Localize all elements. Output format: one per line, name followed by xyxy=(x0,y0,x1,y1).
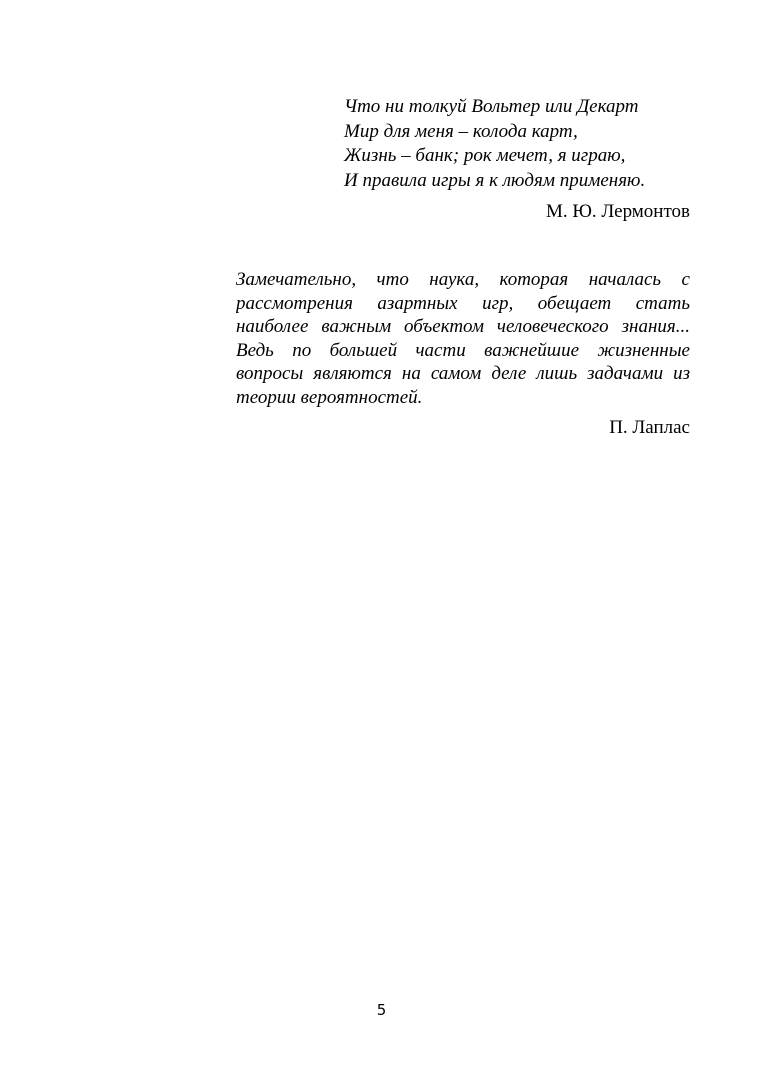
quote-line: Ведь по большей части важнейшие жизненные xyxy=(236,339,690,361)
quote-line: Замечательно, что наука, которая началась с xyxy=(236,269,690,290)
quote-line: вопросы являются на самом деле лишь задачами из xyxy=(236,363,690,385)
quote-line: наиболее важным объектом человеческого знания... xyxy=(236,316,690,338)
epigraph-laplace xyxy=(236,268,690,440)
quote-line: рассмотрения азартных игр, обещает стать xyxy=(236,292,690,314)
poem-line: Что ни толкуй Вольтер или Декарт xyxy=(344,96,639,117)
quote-line: теории вероятностей. xyxy=(236,386,423,408)
poem-line: Жизнь – банк; рок мечет, я играю, xyxy=(344,145,626,166)
poem-line: Мир для меня – колода карт, xyxy=(344,120,578,142)
epigraph-author-laplace: П. Лаплас xyxy=(609,416,690,438)
page-number: 5 xyxy=(376,1001,387,1019)
epigraph-lermontov xyxy=(344,95,690,224)
epigraph-author-lermontov: М. Ю. Лермонтов xyxy=(545,201,690,222)
poem-line: И правила игры я к людям применяю. xyxy=(344,169,646,191)
